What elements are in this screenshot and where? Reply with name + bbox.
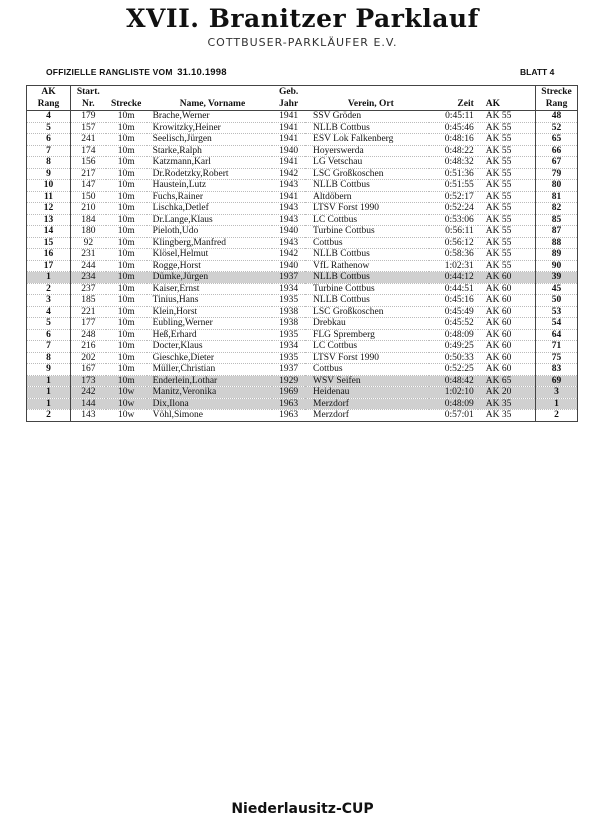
cell-ak-rang: 8 [27,157,71,169]
cell-zeit: 0:58:36 [429,249,478,261]
cell-verein: NLLB Cottbus [305,180,429,192]
cell-name: Manitz,Veronika [147,387,273,399]
cell-ak: AK 20 [478,387,536,399]
table-row [27,375,578,387]
cell-start-nr: 185 [70,295,105,307]
cell-zeit: 0:51:55 [429,180,478,192]
cell-geb-jahr: 1942 [272,168,305,180]
cell-name: Dix,Ilona [147,398,273,410]
cell-ak: AK 55 [478,260,536,272]
cell-start-nr: 157 [70,122,105,134]
cell-strecke-rang: 1 [536,398,578,410]
cell-name: Krowitzky,Heiner [147,122,273,134]
col-geb-top: Geb. [279,87,299,97]
club-subtitle: COTTBUSER-PARKLÄUFER E.V. [207,36,398,49]
cell-ak: AK 55 [478,203,536,215]
cell-start-nr: 177 [70,318,105,330]
cell-ak-rang: 7 [27,145,71,157]
cell-strecke-rang: 39 [536,272,578,284]
cell-ak-rang: 16 [27,249,71,261]
cell-strecke: 10m [106,145,147,157]
cell-strecke-rang: 80 [536,180,578,192]
cell-strecke-rang: 71 [536,341,578,353]
cell-ak-rang: 11 [27,191,71,203]
cell-verein: Heidenau [305,387,429,399]
cell-name: Dümke,Jürgen [147,272,273,284]
cell-name: Klingberg,Manfred [147,237,273,249]
cell-strecke-rang: 81 [536,191,578,203]
table-row [27,352,578,364]
cell-verein: LTSV Forst 1990 [305,352,429,364]
cell-start-nr: 173 [70,375,105,387]
header-row-bottom [27,98,578,111]
col-strecke-top [106,86,147,99]
cell-name: Brache,Werner [147,111,273,123]
table-row [27,157,578,169]
cell-ak-rang: 1 [27,272,71,284]
table-row [27,180,578,192]
cell-zeit: 0:48:09 [429,329,478,341]
cell-start-nr: 179 [70,111,105,123]
cell-start-nr: 241 [70,134,105,146]
cell-strecke: 10m [106,168,147,180]
cell-geb-jahr: 1943 [272,180,305,192]
cell-ak-rang: 2 [27,283,71,295]
cell-start-nr: 231 [70,249,105,261]
cell-zeit: 0:56:11 [429,226,478,238]
cell-ak-rang: 6 [27,134,71,146]
col-ak-top [478,86,536,99]
cell-ak: AK 55 [478,145,536,157]
cell-zeit: 1:02:31 [429,260,478,272]
cell-name: Vöhl,Simone [147,410,273,422]
cell-start-nr: 217 [70,168,105,180]
cell-ak: AK 60 [478,352,536,364]
cell-name: Fuchs,Rainer [147,191,273,203]
cell-geb-jahr: 1943 [272,214,305,226]
cell-verein: LSC Großkoschen [305,168,429,180]
col-name: Name, Vorname [147,98,273,111]
cell-zeit: 0:52:17 [429,191,478,203]
cell-ak: AK 55 [478,168,536,180]
table-row [27,249,578,261]
cell-ak-rang: 17 [27,260,71,272]
col-strecke-rang-bottom: Rang [536,98,578,111]
cell-verein: LTSV Forst 1990 [305,203,429,215]
cell-verein: Cottbus [305,237,429,249]
col-strecke-rang-top: Strecke [541,87,572,97]
cell-verein: Hoyerswerda [305,145,429,157]
cell-geb-jahr: 1938 [272,306,305,318]
cell-geb-jahr: 1934 [272,283,305,295]
cell-strecke-rang: 66 [536,145,578,157]
cell-geb-jahr: 1935 [272,295,305,307]
cell-ak: AK 60 [478,329,536,341]
cell-strecke-rang: 50 [536,295,578,307]
cell-verein: WSV Seifen [305,375,429,387]
cell-start-nr: 242 [70,387,105,399]
cell-name: Katzmann,Karl [147,157,273,169]
cell-start-nr: 216 [70,341,105,353]
cell-strecke-rang: 69 [536,375,578,387]
cell-start-nr: 167 [70,364,105,376]
cell-geb-jahr: 1941 [272,111,305,123]
cell-name: Kaiser,Ernst [147,283,273,295]
table-row [27,306,578,318]
cell-zeit: 0:45:52 [429,318,478,330]
cell-zeit: 0:49:25 [429,341,478,353]
cell-strecke: 10m [106,283,147,295]
cell-name: Gieschke,Dieter [147,352,273,364]
cell-ak-rang: 2 [27,410,71,422]
cell-ak: AK 60 [478,341,536,353]
cell-ak: AK 55 [478,134,536,146]
cell-verein: LSC Großkoschen [305,306,429,318]
cell-name: Enderlein,Lothar [147,375,273,387]
cell-ak-rang: 5 [27,122,71,134]
cell-geb-jahr: 1942 [272,249,305,261]
cell-strecke: 10m [106,157,147,169]
cell-zeit: 0:52:24 [429,203,478,215]
col-name-top [147,86,273,99]
cell-strecke: 10m [106,249,147,261]
cell-zeit: 1:02:10 [429,387,478,399]
sheet-number: BLATT 4 [520,67,555,77]
cell-name: Dr.Rodetzky,Robert [147,168,273,180]
cell-ak: AK 55 [478,157,536,169]
col-start-bottom: Nr. [70,98,105,111]
cell-strecke: 10m [106,191,147,203]
cell-strecke: 10m [106,329,147,341]
col-ak: AK [478,98,536,111]
cell-start-nr: 184 [70,214,105,226]
cell-geb-jahr: 1934 [272,341,305,353]
cell-zeit: 0:51:36 [429,168,478,180]
cell-verein: NLLB Cottbus [305,295,429,307]
cell-start-nr: 156 [70,157,105,169]
cell-strecke-rang: 53 [536,306,578,318]
table-row [27,272,578,284]
cell-geb-jahr: 1963 [272,398,305,410]
cell-ak: AK 60 [478,295,536,307]
cell-verein: SSV Gröden [305,111,429,123]
cell-strecke-rang: 52 [536,122,578,134]
cell-ak: AK 55 [478,249,536,261]
cell-verein: LC Cottbus [305,214,429,226]
cell-ak-rang: 10 [27,180,71,192]
cell-start-nr: 221 [70,306,105,318]
cell-start-nr: 174 [70,145,105,157]
cell-verein: Altdöbern [305,191,429,203]
table-row [27,410,578,422]
cell-geb-jahr: 1969 [272,387,305,399]
col-geb-bottom: Jahr [272,98,305,111]
cell-strecke: 10m [106,364,147,376]
cell-zeit: 0:45:16 [429,295,478,307]
table-row [27,214,578,226]
cell-verein: Turbine Cottbus [305,283,429,295]
list-label: OFFIZIELLE RANGLISTE VOM [46,67,173,77]
cell-verein: LC Cottbus [305,341,429,353]
cell-verein: NLLB Cottbus [305,122,429,134]
cell-ak-rang: 8 [27,352,71,364]
cell-zeit: 0:48:22 [429,145,478,157]
cell-name: Eubling,Werner [147,318,273,330]
cell-strecke: 10m [106,352,147,364]
cell-name: Docter,Klaus [147,341,273,353]
cell-ak: AK 35 [478,410,536,422]
table-row [27,226,578,238]
cell-strecke: 10w [106,410,147,422]
cell-geb-jahr: 1938 [272,318,305,330]
cell-verein: NLLB Cottbus [305,272,429,284]
cell-ak-rang: 12 [27,203,71,215]
cell-strecke-rang: 90 [536,260,578,272]
cell-name: Tinius,Hans [147,295,273,307]
cell-verein: LG Vetschau [305,157,429,169]
cell-geb-jahr: 1941 [272,122,305,134]
cell-start-nr: 234 [70,272,105,284]
cell-ak-rang: 1 [27,387,71,399]
cell-strecke: 10m [106,111,147,123]
cell-geb-jahr: 1935 [272,329,305,341]
cell-strecke-rang: 82 [536,203,578,215]
cell-geb-jahr: 1941 [272,157,305,169]
cell-ak: AK 60 [478,283,536,295]
cell-strecke-rang: 3 [536,387,578,399]
cell-verein: Cottbus [305,364,429,376]
list-date: 31.10.1998 [177,67,227,78]
cell-ak: AK 55 [478,111,536,123]
cell-strecke-rang: 64 [536,329,578,341]
table-row [27,191,578,203]
cell-ak: AK 55 [478,180,536,192]
cell-strecke-rang: 45 [536,283,578,295]
cell-ak-rang: 14 [27,226,71,238]
cell-verein: Merzdorf [305,410,429,422]
cell-strecke-rang: 89 [536,249,578,261]
cell-verein: Merzdorf [305,398,429,410]
cell-geb-jahr: 1941 [272,191,305,203]
cell-name: Dr.Lange,Klaus [147,214,273,226]
cell-strecke-rang: 79 [536,168,578,180]
cell-ak: AK 60 [478,364,536,376]
cell-start-nr: 147 [70,180,105,192]
cell-strecke-rang: 87 [536,226,578,238]
header-row-top [27,86,578,99]
cell-name: Pieloth,Udo [147,226,273,238]
cell-strecke: 10m [106,226,147,238]
table-row [27,295,578,307]
cell-ak-rang: 3 [27,295,71,307]
cell-strecke: 10m [106,260,147,272]
cell-strecke-rang: 85 [536,214,578,226]
table-row [27,111,578,123]
cell-ak-rang: 5 [27,318,71,330]
cell-zeit: 0:48:09 [429,398,478,410]
table-row [27,387,578,399]
table-row [27,283,578,295]
cell-name: Starke,Ralph [147,145,273,157]
cell-ak-rang: 6 [27,329,71,341]
cell-strecke-rang: 54 [536,318,578,330]
cell-ak: AK 55 [478,214,536,226]
list-date-line [46,67,227,78]
cell-name: Klein,Horst [147,306,273,318]
cell-strecke: 10m [106,122,147,134]
cell-geb-jahr: 1943 [272,203,305,215]
col-start-top: Start. [76,87,100,97]
cell-strecke-rang: 88 [536,237,578,249]
cell-zeit: 0:48:42 [429,375,478,387]
cell-zeit: 0:45:49 [429,306,478,318]
col-zeit-top [429,86,478,99]
cell-start-nr: 248 [70,329,105,341]
table-row [27,329,578,341]
table-row [27,318,578,330]
cell-verein: NLLB Cottbus [305,249,429,261]
cell-zeit: 0:45:11 [429,111,478,123]
cell-zeit: 0:52:25 [429,364,478,376]
cell-strecke: 10m [106,318,147,330]
cell-verein: Drebkau [305,318,429,330]
cell-strecke-rang: 75 [536,352,578,364]
cell-zeit: 0:56:12 [429,237,478,249]
cell-geb-jahr: 1963 [272,410,305,422]
cell-geb-jahr: 1943 [272,237,305,249]
cell-ak: AK 55 [478,226,536,238]
cell-ak: AK 60 [478,272,536,284]
col-strecke: Strecke [106,98,147,111]
footer-cup: Niederlausitz-CUP [231,801,374,817]
cell-start-nr: 210 [70,203,105,215]
table-row [27,134,578,146]
cell-zeit: 0:48:16 [429,134,478,146]
cell-name: Lischka,Detlef [147,203,273,215]
table-row [27,145,578,157]
page-title: XVII. Branitzer Parklauf [126,4,479,33]
table-row [27,122,578,134]
col-verein: Verein, Ort [305,98,429,111]
cell-start-nr: 144 [70,398,105,410]
cell-strecke: 10m [106,295,147,307]
cell-strecke-rang: 2 [536,410,578,422]
table-row [27,364,578,376]
cell-geb-jahr: 1937 [272,272,305,284]
cell-start-nr: 202 [70,352,105,364]
cell-verein: Turbine Cottbus [305,226,429,238]
cell-strecke: 10m [106,180,147,192]
cell-name: Rogge,Horst [147,260,273,272]
cell-ak: AK 55 [478,237,536,249]
cell-verein: ESV Lok Falkenberg [305,134,429,146]
table-row [27,341,578,353]
cell-ak: AK 65 [478,375,536,387]
cell-ak-rang: 1 [27,398,71,410]
cell-strecke-rang: 48 [536,111,578,123]
cell-verein: VfL Rathenow [305,260,429,272]
results-body [27,111,578,422]
cell-zeit: 0:53:06 [429,214,478,226]
cell-ak: AK 55 [478,191,536,203]
table-row [27,260,578,272]
cell-zeit: 0:57:01 [429,410,478,422]
table-row [27,237,578,249]
cell-name: Müller,Christian [147,364,273,376]
cell-strecke: 10m [106,375,147,387]
cell-ak-rang: 15 [27,237,71,249]
cell-name: Haustein,Lutz [147,180,273,192]
cell-name: Klösel,Helmut [147,249,273,261]
cell-geb-jahr: 1940 [272,260,305,272]
cell-ak-rang: 1 [27,375,71,387]
cell-ak: AK 60 [478,306,536,318]
cell-strecke-rang: 83 [536,364,578,376]
cell-strecke-rang: 65 [536,134,578,146]
cell-ak-rang: 9 [27,168,71,180]
cell-geb-jahr: 1937 [272,364,305,376]
cell-start-nr: 143 [70,410,105,422]
cell-zeit: 0:45:46 [429,122,478,134]
cell-geb-jahr: 1929 [272,375,305,387]
col-zeit: Zeit [429,98,478,111]
cell-ak-rang: 4 [27,111,71,123]
cell-ak: AK 55 [478,122,536,134]
cell-ak-rang: 13 [27,214,71,226]
cell-ak: AK 60 [478,318,536,330]
results-table [26,85,578,422]
cell-zeit: 0:44:51 [429,283,478,295]
cell-strecke: 10m [106,134,147,146]
cell-geb-jahr: 1940 [272,145,305,157]
cell-ak-rang: 7 [27,341,71,353]
cell-ak: AK 35 [478,398,536,410]
cell-name: Seelisch,Jürgen [147,134,273,146]
col-verein-top [305,86,429,99]
cell-ak-rang: 9 [27,364,71,376]
cell-ak-rang: 4 [27,306,71,318]
cell-zeit: 0:44:12 [429,272,478,284]
table-row [27,398,578,410]
cell-zeit: 0:48:32 [429,157,478,169]
cell-start-nr: 150 [70,191,105,203]
cell-geb-jahr: 1940 [272,226,305,238]
cell-strecke-rang: 67 [536,157,578,169]
cell-start-nr: 237 [70,283,105,295]
cell-start-nr: 180 [70,226,105,238]
cell-strecke: 10m [106,214,147,226]
cell-start-nr: 244 [70,260,105,272]
cell-strecke: 10m [106,203,147,215]
table-row [27,203,578,215]
cell-strecke: 10w [106,398,147,410]
col-ak-rang-top: AK [27,86,71,99]
cell-strecke: 10m [106,341,147,353]
cell-strecke: 10m [106,306,147,318]
table-row [27,168,578,180]
col-ak-rang-bottom: Rang [27,98,71,111]
cell-verein: FLG Spremberg [305,329,429,341]
cell-strecke: 10m [106,237,147,249]
cell-geb-jahr: 1941 [272,134,305,146]
cell-strecke: 10w [106,387,147,399]
cell-start-nr: 92 [70,237,105,249]
cell-geb-jahr: 1935 [272,352,305,364]
cell-name: Heß,Erhard [147,329,273,341]
cell-strecke: 10m [106,272,147,284]
cell-zeit: 0:50:33 [429,352,478,364]
